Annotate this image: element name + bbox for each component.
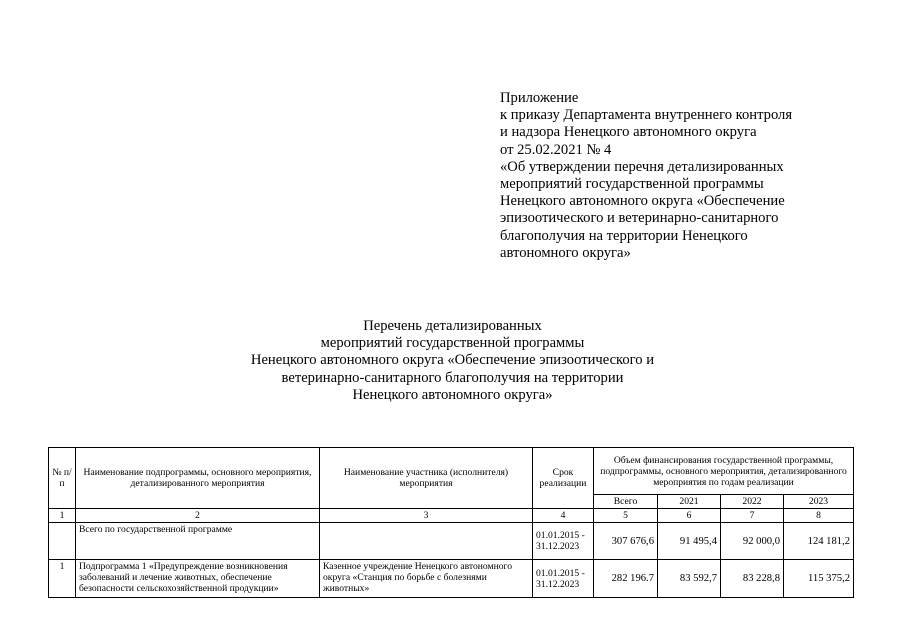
table-row — [49, 560, 854, 598]
appendix-block — [500, 90, 880, 262]
appendix-line: Ненецкого автономного округа «Обеспечение — [500, 193, 785, 210]
document-title — [0, 318, 905, 404]
col-number: 7 — [721, 509, 784, 523]
col-number: 5 — [594, 509, 658, 523]
title-line: Ненецкого автономного округа» — [352, 386, 553, 403]
header-num: № п/п — [49, 448, 76, 509]
measures-table — [48, 447, 854, 598]
appendix-line: «Об утверждении перечня детализированных — [500, 158, 784, 175]
row-num: 1 — [49, 560, 76, 598]
row-name: Всего по государственной программе — [76, 523, 320, 560]
row-period: 01.01.2015 - 31.12.2023 — [533, 523, 594, 560]
header-period: Срок реализации — [533, 448, 594, 509]
row-participant — [320, 523, 533, 560]
col-number: 2 — [76, 509, 320, 523]
appendix-line: и надзора Ненецкого автономного округа — [500, 124, 757, 141]
header-row — [49, 448, 854, 495]
row-2023: 115 375,2 — [784, 560, 854, 598]
row-participant: Казенное учреждение Ненецкого автономного округа «Станция по борьбе с болезнями животных» — [320, 560, 533, 598]
appendix-line: мероприятий государственной программы — [500, 176, 764, 193]
col-number: 4 — [533, 509, 594, 523]
header-participant: Наименование участника (исполнителя) мероприятия — [320, 448, 533, 509]
appendix-line: эпизоотического и ветеринарно-санитарного — [500, 210, 779, 227]
title-line: Перечень детализированных — [363, 318, 542, 334]
table-row — [49, 523, 854, 560]
row-2022: 92 000,0 — [721, 523, 784, 560]
appendix-line: благополучия на территории Ненецкого — [500, 227, 748, 244]
col-number: 1 — [49, 509, 76, 523]
title-line: Ненецкого автономного округа «Обеспечение эпизоотического и — [250, 352, 655, 369]
col-number: 3 — [320, 509, 533, 523]
appendix-line: от 25.02.2021 № 4 — [500, 141, 612, 158]
header-funding: Объем финансирования государственной программы, подпрограммы, основного мероприятия, детализированного мероприятия по годам реализации — [594, 448, 854, 495]
header-2022: 2022 — [721, 495, 784, 509]
row-name: Подпрограмма 1 «Предупреждение возникновения заболеваний и лечение животных, обеспечение безопасности сельскохозяйственной продукции» — [76, 560, 320, 598]
col-number: 8 — [784, 509, 854, 523]
appendix-line: Приложение — [500, 90, 579, 106]
row-2021: 83 592,7 — [658, 560, 721, 598]
header-2021: 2021 — [658, 495, 721, 509]
row-total: 307 676,6 — [594, 523, 658, 560]
appendix-line: автономного округа» — [500, 244, 631, 261]
title-line: ветеринарно-санитарного благополучия на территории — [281, 369, 624, 386]
row-2023: 124 181,2 — [784, 523, 854, 560]
col-number: 6 — [658, 509, 721, 523]
row-period: 01.01.2015 - 31.12.2023 — [533, 560, 594, 598]
header-2023: 2023 — [784, 495, 854, 509]
row-num — [49, 523, 76, 560]
row-total: 282 196.7 — [594, 560, 658, 598]
title-line: мероприятий государственной программы — [320, 335, 585, 352]
row-2021: 91 495,4 — [658, 523, 721, 560]
header-total: Всего — [594, 495, 658, 509]
header-name: Наименование подпрограммы, основного мероприятия, детализированного мероприятия — [76, 448, 320, 509]
row-2022: 83 228,8 — [721, 560, 784, 598]
appendix-line: к приказу Департамента внутреннего контроля — [500, 107, 793, 124]
column-number-row — [49, 509, 854, 523]
